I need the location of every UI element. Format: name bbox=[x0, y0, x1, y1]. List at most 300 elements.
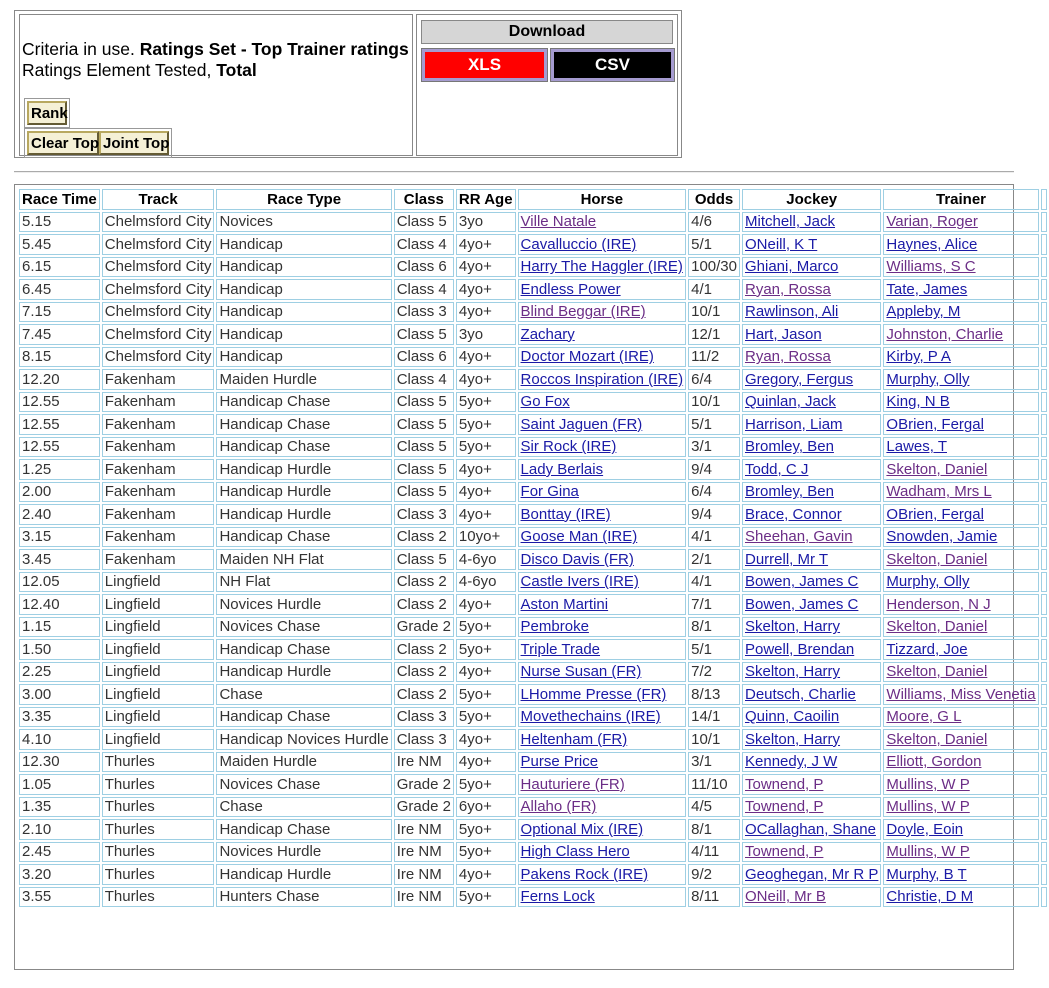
jockey-link[interactable]: Deutsch, Charlie bbox=[745, 685, 856, 703]
jockey-cell bbox=[742, 729, 881, 750]
class-cell: Class 5 bbox=[394, 414, 454, 435]
jockey-cell bbox=[742, 594, 881, 615]
jockey-link[interactable]: ONeill, K T bbox=[745, 235, 818, 253]
odds-cell: 5/1 bbox=[688, 414, 740, 435]
jockey-cell bbox=[742, 662, 881, 683]
rr-age-cell: 4yo+ bbox=[456, 257, 516, 278]
trainer-link[interactable]: Skelton, Daniel bbox=[886, 663, 988, 681]
class-cell: Class 5 bbox=[394, 392, 454, 413]
class-cell: Grade 2 bbox=[394, 774, 454, 795]
rank-button[interactable]: Rank bbox=[27, 101, 67, 125]
trainer-link[interactable]: Skelton, Daniel bbox=[886, 730, 988, 748]
jockey-link[interactable]: Durrell, Mr T bbox=[745, 550, 829, 568]
rr-age-cell: 4-6yo bbox=[456, 572, 516, 593]
clipped-cell bbox=[1041, 414, 1047, 435]
track-cell: Lingfield bbox=[102, 594, 215, 615]
jockey-cell bbox=[742, 279, 881, 300]
horse-link[interactable]: Movethechains (IRE) bbox=[520, 708, 661, 726]
table-row bbox=[19, 279, 1047, 300]
table-row bbox=[19, 864, 1047, 885]
race-type-cell: NH Flat bbox=[216, 572, 391, 593]
race-time-cell: 12.55 bbox=[19, 414, 100, 435]
table-row bbox=[19, 887, 1047, 908]
race-time-cell: 5.45 bbox=[19, 234, 100, 255]
table-row bbox=[19, 842, 1047, 863]
column-header: Horse bbox=[518, 189, 687, 210]
horse-link[interactable]: Lady Berlais bbox=[520, 460, 604, 478]
jockey-cell bbox=[742, 639, 881, 660]
race-time-cell: 6.15 bbox=[19, 257, 100, 278]
jockey-cell bbox=[742, 842, 881, 863]
track-cell: Chelmsford City bbox=[102, 302, 215, 323]
table-row bbox=[19, 369, 1047, 390]
horse-cell bbox=[518, 774, 687, 795]
trainer-link[interactable]: Doyle, Eoin bbox=[886, 820, 964, 838]
horse-link[interactable]: Allaho (FR) bbox=[520, 798, 597, 816]
class-cell: Ire NM bbox=[394, 842, 454, 863]
trainer-link[interactable]: Skelton, Daniel bbox=[886, 460, 988, 478]
rr-age-cell: 5yo+ bbox=[456, 842, 516, 863]
race-time-cell: 1.25 bbox=[19, 459, 100, 480]
trainer-cell bbox=[883, 639, 1038, 660]
race-type-cell: Handicap Hurdle bbox=[216, 459, 391, 480]
clipped-cell bbox=[1041, 347, 1047, 368]
horse-cell bbox=[518, 617, 687, 638]
horse-cell bbox=[518, 662, 687, 683]
rr-age-cell: 5yo+ bbox=[456, 617, 516, 638]
odds-cell: 6/4 bbox=[688, 482, 740, 503]
horse-link[interactable]: Ferns Lock bbox=[520, 888, 595, 906]
clipped-cell bbox=[1041, 729, 1047, 750]
horse-link[interactable]: Nurse Susan (FR) bbox=[520, 663, 642, 681]
clipped-cell bbox=[1041, 459, 1047, 480]
jockey-link[interactable]: Skelton, Harry bbox=[745, 663, 841, 681]
trainer-link[interactable]: Appleby, M bbox=[886, 303, 961, 321]
clipped-cell bbox=[1041, 639, 1047, 660]
rr-age-cell: 4yo+ bbox=[456, 594, 516, 615]
jockey-link[interactable]: Townend, P bbox=[745, 798, 824, 816]
trainer-link[interactable]: Mullins, W P bbox=[886, 775, 970, 793]
rr-age-cell: 5yo+ bbox=[456, 639, 516, 660]
rr-age-cell: 5yo+ bbox=[456, 887, 516, 908]
horse-link[interactable]: Heltenham (FR) bbox=[520, 730, 628, 748]
trainer-link[interactable]: Lawes, T bbox=[886, 438, 947, 456]
trainer-cell bbox=[883, 414, 1038, 435]
trainer-link[interactable]: Murphy, Olly bbox=[886, 573, 970, 591]
trainer-link[interactable]: Mullins, W P bbox=[886, 798, 970, 816]
jockey-link[interactable]: Harrison, Liam bbox=[745, 415, 843, 433]
class-cell: Class 5 bbox=[394, 212, 454, 233]
clipped-cell bbox=[1041, 302, 1047, 323]
odds-cell: 9/4 bbox=[688, 459, 740, 480]
track-cell: Chelmsford City bbox=[102, 234, 215, 255]
horse-link[interactable]: Cavalluccio (IRE) bbox=[520, 235, 637, 253]
jockey-link[interactable]: Bowen, James C bbox=[745, 595, 859, 613]
rr-age-cell: 4yo+ bbox=[456, 369, 516, 390]
horse-cell bbox=[518, 864, 687, 885]
track-cell: Lingfield bbox=[102, 729, 215, 750]
trainer-link[interactable]: Mullins, W P bbox=[886, 843, 970, 861]
class-cell: Grade 2 bbox=[394, 617, 454, 638]
class-cell: Class 2 bbox=[394, 662, 454, 683]
jockey-link[interactable]: Sheehan, Gavin bbox=[745, 528, 853, 546]
horse-cell bbox=[518, 842, 687, 863]
odds-cell: 5/1 bbox=[688, 639, 740, 660]
class-cell: Class 2 bbox=[394, 594, 454, 615]
class-cell: Class 5 bbox=[394, 459, 454, 480]
trainer-link[interactable]: Williams, Miss Venetia bbox=[886, 685, 1036, 703]
track-cell: Fakenham bbox=[102, 437, 215, 458]
horse-link[interactable]: Optional Mix (IRE) bbox=[520, 820, 644, 838]
jockey-cell bbox=[742, 234, 881, 255]
column-header: RR Age bbox=[456, 189, 516, 210]
table-row bbox=[19, 684, 1047, 705]
trainer-link[interactable]: Skelton, Daniel bbox=[886, 550, 988, 568]
horse-link[interactable]: High Class Hero bbox=[520, 843, 630, 861]
race-type-cell: Novices Chase bbox=[216, 617, 391, 638]
jockey-link[interactable]: Quinlan, Jack bbox=[745, 393, 836, 411]
rank-button-frame bbox=[24, 98, 70, 128]
track-cell: Chelmsford City bbox=[102, 324, 215, 345]
clipped-cell bbox=[1041, 369, 1047, 390]
race-type-cell: Handicap Hurdle bbox=[216, 662, 391, 683]
track-cell: Lingfield bbox=[102, 684, 215, 705]
class-cell: Class 3 bbox=[394, 707, 454, 728]
horse-cell bbox=[518, 437, 687, 458]
horse-link[interactable]: Go Fox bbox=[520, 393, 570, 411]
class-cell: Grade 2 bbox=[394, 797, 454, 818]
horse-cell bbox=[518, 594, 687, 615]
joint-top-button[interactable]: Joint Top bbox=[99, 131, 169, 155]
table-row bbox=[19, 482, 1047, 503]
trainer-cell bbox=[883, 662, 1038, 683]
trainer-link[interactable]: Tizzard, Joe bbox=[886, 640, 968, 658]
clipped-cell bbox=[1041, 707, 1047, 728]
trainer-link[interactable]: King, N B bbox=[886, 393, 950, 411]
jockey-link[interactable]: Ghiani, Marco bbox=[745, 258, 839, 276]
race-time-cell: 2.00 bbox=[19, 482, 100, 503]
rr-age-cell: 6yo+ bbox=[456, 797, 516, 818]
horse-link[interactable]: Blind Beggar (IRE) bbox=[520, 303, 646, 321]
jockey-link[interactable]: OCallaghan, Shane bbox=[745, 820, 876, 838]
race-type-cell: Handicap bbox=[216, 302, 391, 323]
horse-link[interactable]: Zachary bbox=[520, 325, 575, 343]
trainer-cell bbox=[883, 392, 1038, 413]
table-row bbox=[19, 752, 1047, 773]
rr-age-cell: 4yo+ bbox=[456, 279, 516, 300]
jockey-link[interactable]: Rawlinson, Ali bbox=[745, 303, 839, 321]
trainer-link[interactable]: Christie, D M bbox=[886, 888, 974, 906]
table-row bbox=[19, 527, 1047, 548]
jockey-link[interactable]: Kennedy, J W bbox=[745, 753, 838, 771]
race-time-cell: 1.05 bbox=[19, 774, 100, 795]
trainer-cell bbox=[883, 594, 1038, 615]
horse-link[interactable]: Saint Jaguen (FR) bbox=[520, 415, 643, 433]
rr-age-cell: 5yo+ bbox=[456, 819, 516, 840]
class-cell: Class 3 bbox=[394, 729, 454, 750]
jockey-cell bbox=[742, 504, 881, 525]
race-type-cell: Handicap Hurdle bbox=[216, 864, 391, 885]
trainer-link[interactable]: Wadham, Mrs L bbox=[886, 483, 992, 501]
rr-age-cell: 4yo+ bbox=[456, 752, 516, 773]
jockey-cell bbox=[742, 684, 881, 705]
jockey-link[interactable]: Ryan, Rossa bbox=[745, 280, 831, 298]
rr-age-cell: 5yo+ bbox=[456, 437, 516, 458]
table-row bbox=[19, 347, 1047, 368]
jockey-cell bbox=[742, 707, 881, 728]
race-time-cell: 7.45 bbox=[19, 324, 100, 345]
track-cell: Fakenham bbox=[102, 549, 215, 570]
odds-cell: 8/13 bbox=[688, 684, 740, 705]
trainer-cell bbox=[883, 684, 1038, 705]
horse-link[interactable]: Pembroke bbox=[520, 618, 589, 636]
odds-cell: 8/1 bbox=[688, 617, 740, 638]
table-row bbox=[19, 414, 1047, 435]
class-cell: Class 5 bbox=[394, 324, 454, 345]
horse-link[interactable]: Hauturiere (FR) bbox=[520, 775, 625, 793]
table-row bbox=[19, 572, 1047, 593]
jockey-link[interactable]: Skelton, Harry bbox=[745, 730, 841, 748]
race-type-cell: Chase bbox=[216, 797, 391, 818]
race-time-cell: 1.35 bbox=[19, 797, 100, 818]
horse-link[interactable]: Doctor Mozart (IRE) bbox=[520, 348, 654, 366]
track-cell: Lingfield bbox=[102, 639, 215, 660]
trainer-link[interactable]: Murphy, B T bbox=[886, 865, 967, 883]
horse-cell bbox=[518, 347, 687, 368]
trainer-link[interactable]: Williams, S C bbox=[886, 258, 976, 276]
trainer-link[interactable]: OBrien, Fergal bbox=[886, 415, 984, 433]
trainer-cell bbox=[883, 797, 1038, 818]
trainer-cell bbox=[883, 369, 1038, 390]
trainer-cell bbox=[883, 707, 1038, 728]
jockey-link[interactable]: Brace, Connor bbox=[745, 505, 842, 523]
race-time-cell: 5.15 bbox=[19, 212, 100, 233]
jockey-link[interactable]: Skelton, Harry bbox=[745, 618, 841, 636]
odds-cell: 14/1 bbox=[688, 707, 740, 728]
race-type-cell: Handicap bbox=[216, 234, 391, 255]
horse-link[interactable]: Castle Ivers (IRE) bbox=[520, 573, 639, 591]
odds-cell: 8/1 bbox=[688, 819, 740, 840]
trainer-link[interactable]: Kirby, P A bbox=[886, 348, 951, 366]
race-type-cell: Maiden NH Flat bbox=[216, 549, 391, 570]
horse-cell bbox=[518, 527, 687, 548]
horse-cell bbox=[518, 684, 687, 705]
column-header: Race Time bbox=[19, 189, 100, 210]
race-time-cell: 1.50 bbox=[19, 639, 100, 660]
horse-cell bbox=[518, 257, 687, 278]
horse-cell bbox=[518, 572, 687, 593]
race-time-cell: 12.30 bbox=[19, 752, 100, 773]
results-table-frame bbox=[14, 184, 1036, 970]
race-type-cell: Chase bbox=[216, 684, 391, 705]
horse-cell bbox=[518, 707, 687, 728]
trainer-cell bbox=[883, 347, 1038, 368]
horse-cell bbox=[518, 797, 687, 818]
table-row bbox=[19, 729, 1047, 750]
jockey-link[interactable]: Townend, P bbox=[745, 843, 824, 861]
jockey-link[interactable]: Mitchell, Jack bbox=[745, 213, 836, 231]
download-header: Download bbox=[421, 20, 673, 44]
horse-link[interactable]: Aston Martini bbox=[520, 595, 609, 613]
horse-link[interactable]: Harry The Haggler (IRE) bbox=[520, 258, 683, 276]
clipped-cell bbox=[1041, 279, 1047, 300]
trainer-link[interactable]: Varian, Roger bbox=[886, 213, 978, 231]
table-row bbox=[19, 212, 1047, 233]
trainer-cell bbox=[883, 864, 1038, 885]
track-cell: Lingfield bbox=[102, 662, 215, 683]
jockey-cell bbox=[742, 459, 881, 480]
table-row bbox=[19, 459, 1047, 480]
horse-link[interactable]: Roccos Inspiration (IRE) bbox=[520, 370, 684, 388]
class-cell: Class 5 bbox=[394, 482, 454, 503]
class-cell: Class 4 bbox=[394, 279, 454, 300]
jockey-link[interactable]: Bowen, James C bbox=[745, 573, 859, 591]
jockey-cell bbox=[742, 392, 881, 413]
horse-link[interactable]: Purse Price bbox=[520, 753, 599, 771]
track-cell: Thurles bbox=[102, 797, 215, 818]
results-table bbox=[17, 187, 1049, 909]
horse-cell bbox=[518, 887, 687, 908]
table-row bbox=[19, 707, 1047, 728]
track-cell: Thurles bbox=[102, 774, 215, 795]
race-type-cell: Handicap bbox=[216, 279, 391, 300]
xls-download-button[interactable]: XLS bbox=[422, 49, 547, 81]
column-header: Track bbox=[102, 189, 215, 210]
horse-link[interactable]: Ville Natale bbox=[520, 213, 597, 231]
trainer-link[interactable]: Snowden, Jamie bbox=[886, 528, 998, 546]
race-type-cell: Novices Hurdle bbox=[216, 594, 391, 615]
trainer-cell bbox=[883, 257, 1038, 278]
race-type-cell: Novices Chase bbox=[216, 774, 391, 795]
horse-cell bbox=[518, 212, 687, 233]
jockey-link[interactable]: Bromley, Ben bbox=[745, 483, 834, 501]
horse-link[interactable]: For Gina bbox=[520, 483, 579, 501]
jockey-link[interactable]: Townend, P bbox=[745, 775, 824, 793]
race-type-cell: Handicap Chase bbox=[216, 437, 391, 458]
trainer-link[interactable]: Johnston, Charlie bbox=[886, 325, 1004, 343]
table-row bbox=[19, 639, 1047, 660]
class-cell: Ire NM bbox=[394, 864, 454, 885]
trainer-link[interactable]: Elliott, Gordon bbox=[886, 753, 982, 771]
jockey-link[interactable]: Ryan, Rossa bbox=[745, 348, 831, 366]
jockey-cell bbox=[742, 549, 881, 570]
class-cell: Class 3 bbox=[394, 504, 454, 525]
track-cell: Fakenham bbox=[102, 414, 215, 435]
odds-cell: 12/1 bbox=[688, 324, 740, 345]
clipped-cell bbox=[1041, 572, 1047, 593]
horse-cell bbox=[518, 459, 687, 480]
horse-link[interactable]: Disco Davis (FR) bbox=[520, 550, 634, 568]
race-type-cell: Handicap Chase bbox=[216, 639, 391, 660]
trainer-link[interactable]: Murphy, Olly bbox=[886, 370, 970, 388]
jockey-link[interactable]: Quinn, Caoilin bbox=[745, 708, 840, 726]
trainer-link[interactable]: Haynes, Alice bbox=[886, 235, 978, 253]
class-cell: Class 4 bbox=[394, 234, 454, 255]
odds-cell: 11/2 bbox=[688, 347, 740, 368]
horse-cell bbox=[518, 482, 687, 503]
jockey-cell bbox=[742, 369, 881, 390]
odds-cell: 9/4 bbox=[688, 504, 740, 525]
trainer-cell bbox=[883, 527, 1038, 548]
trainer-cell bbox=[883, 842, 1038, 863]
horse-cell bbox=[518, 504, 687, 525]
race-type-cell: Hunters Chase bbox=[216, 887, 391, 908]
race-type-cell: Maiden Hurdle bbox=[216, 752, 391, 773]
jockey-link[interactable]: Gregory, Fergus bbox=[745, 370, 854, 388]
jockey-cell bbox=[742, 347, 881, 368]
clipped-cell bbox=[1041, 549, 1047, 570]
table-row bbox=[19, 504, 1047, 525]
horse-link[interactable]: Goose Man (IRE) bbox=[520, 528, 638, 546]
race-time-cell: 3.55 bbox=[19, 887, 100, 908]
race-type-cell: Handicap bbox=[216, 324, 391, 345]
horse-cell bbox=[518, 234, 687, 255]
odds-cell: 100/30 bbox=[688, 257, 740, 278]
download-cell bbox=[416, 14, 678, 156]
jockey-link[interactable]: Powell, Brendan bbox=[745, 640, 855, 658]
trainer-link[interactable]: Skelton, Daniel bbox=[886, 618, 988, 636]
horse-link[interactable]: LHomme Presse (FR) bbox=[520, 685, 667, 703]
horse-link[interactable]: Pakens Rock (IRE) bbox=[520, 865, 649, 883]
horse-cell bbox=[518, 279, 687, 300]
rr-age-cell: 4yo+ bbox=[456, 482, 516, 503]
horse-link[interactable]: Endless Power bbox=[520, 280, 621, 298]
track-cell: Fakenham bbox=[102, 369, 215, 390]
odds-cell: 4/6 bbox=[688, 212, 740, 233]
jockey-link[interactable]: Hart, Jason bbox=[745, 325, 822, 343]
trainer-cell bbox=[883, 617, 1038, 638]
jockey-cell bbox=[742, 887, 881, 908]
horse-link[interactable]: Triple Trade bbox=[520, 640, 601, 658]
trainer-link[interactable]: OBrien, Fergal bbox=[886, 505, 984, 523]
csv-download-button[interactable]: CSV bbox=[551, 49, 674, 81]
trainer-cell bbox=[883, 212, 1038, 233]
track-cell: Thurles bbox=[102, 842, 215, 863]
horse-cell bbox=[518, 392, 687, 413]
trainer-link[interactable]: Tate, James bbox=[886, 280, 968, 298]
clipped-cell bbox=[1041, 594, 1047, 615]
clear-top-button[interactable]: Clear Top bbox=[27, 131, 99, 155]
clipped-cell bbox=[1041, 212, 1047, 233]
race-type-cell: Handicap Hurdle bbox=[216, 482, 391, 503]
jockey-link[interactable]: Geoghegan, Mr R P bbox=[745, 865, 879, 883]
horse-link[interactable]: Sir Rock (IRE) bbox=[520, 438, 617, 456]
trainer-cell bbox=[883, 302, 1038, 323]
race-type-cell: Novices bbox=[216, 212, 391, 233]
jockey-link[interactable]: Todd, C J bbox=[745, 460, 809, 478]
track-cell: Fakenham bbox=[102, 504, 215, 525]
class-cell: Class 5 bbox=[394, 437, 454, 458]
horse-cell bbox=[518, 729, 687, 750]
trainer-link[interactable]: Henderson, N J bbox=[886, 595, 991, 613]
element-prefix: Ratings Element Tested, bbox=[22, 60, 217, 80]
jockey-cell bbox=[742, 302, 881, 323]
track-cell: Thurles bbox=[102, 819, 215, 840]
trainer-link[interactable]: Moore, G L bbox=[886, 708, 962, 726]
jockey-link[interactable]: Bromley, Ben bbox=[745, 438, 834, 456]
jockey-link[interactable]: ONeill, Mr B bbox=[745, 888, 826, 906]
table-row bbox=[19, 594, 1047, 615]
table-row bbox=[19, 257, 1047, 278]
horse-link[interactable]: Bonttay (IRE) bbox=[520, 505, 611, 523]
odds-cell: 3/1 bbox=[688, 437, 740, 458]
top-buttons-frame bbox=[24, 128, 172, 158]
clipped-cell bbox=[1041, 324, 1047, 345]
horse-cell bbox=[518, 549, 687, 570]
trainer-cell bbox=[883, 234, 1038, 255]
odds-cell: 10/1 bbox=[688, 392, 740, 413]
trainer-cell bbox=[883, 819, 1038, 840]
